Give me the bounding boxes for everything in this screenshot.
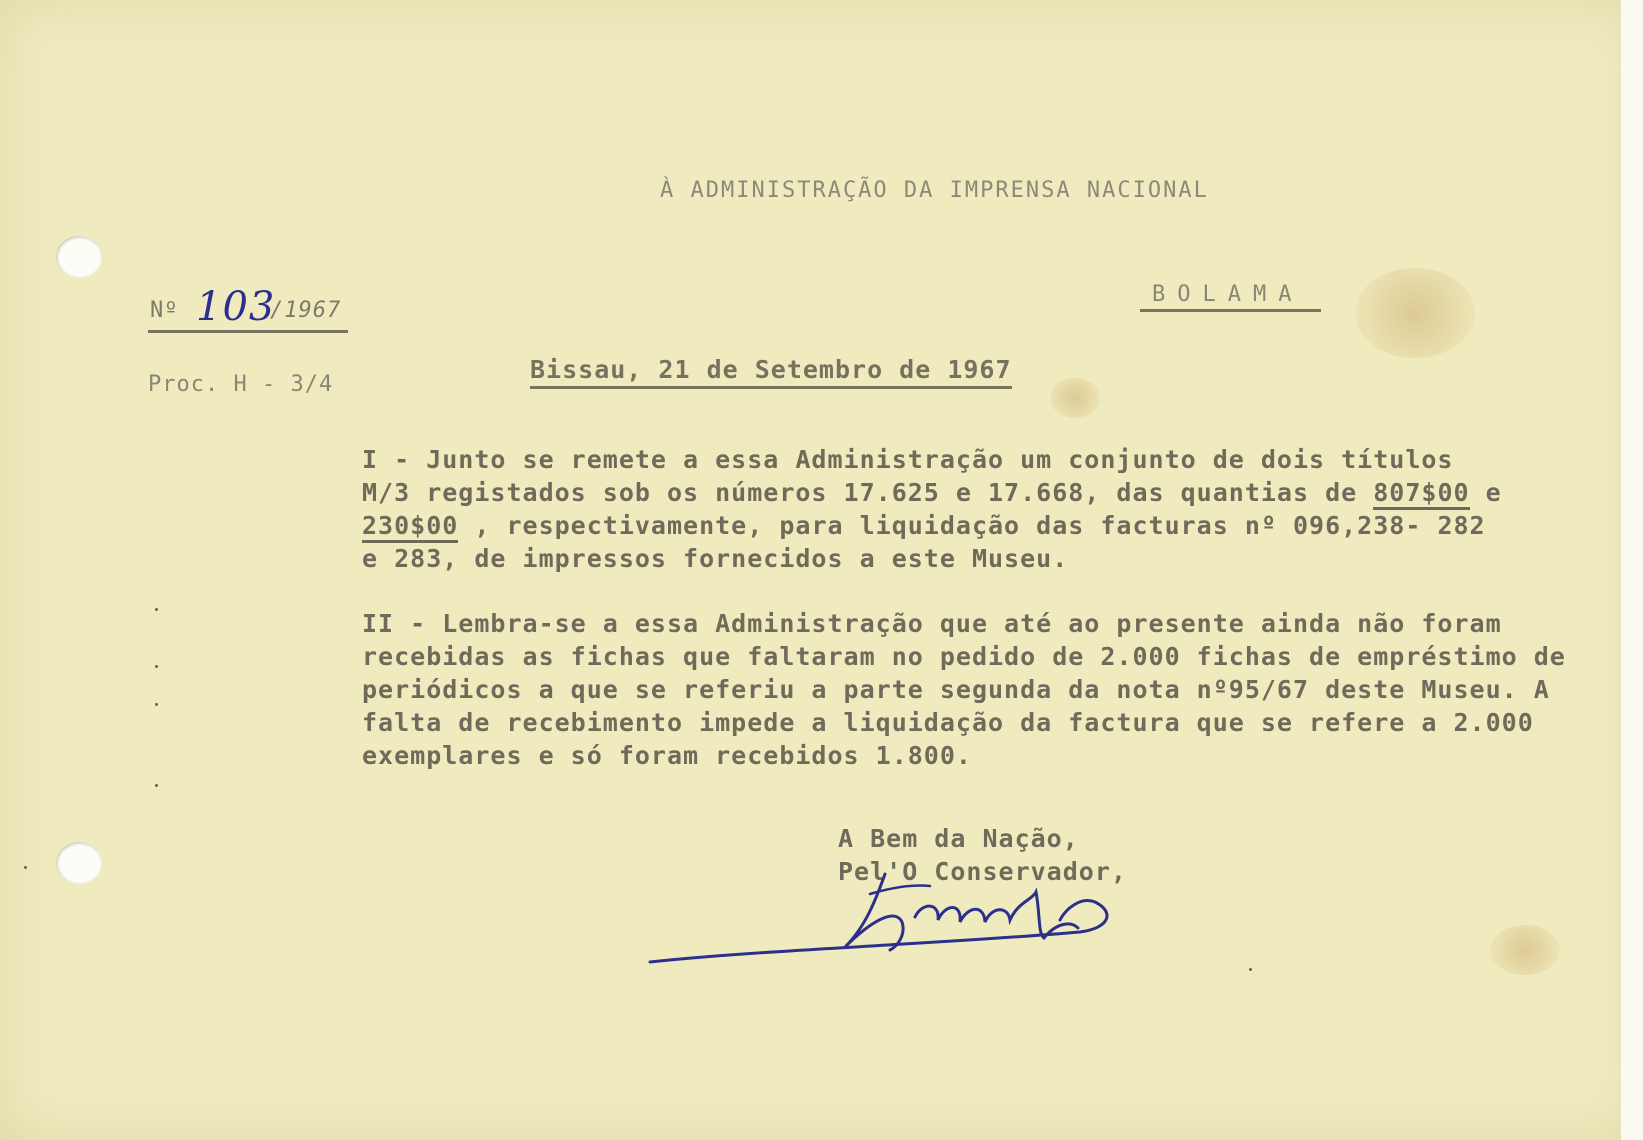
paper-speck xyxy=(155,665,158,668)
paragraph-two-line: exemplares e só foram recebidos 1.800. xyxy=(362,741,972,770)
paragraph-two-line: falta de recebimento impede a liquidação da factura que se refere a 2.000 xyxy=(362,708,1534,737)
paper-stain xyxy=(1355,268,1475,358)
paper-speck xyxy=(155,784,158,787)
punch-hole-bottom xyxy=(56,842,102,884)
punch-hole-top xyxy=(56,236,102,278)
addressee-line: À ADMINISTRAÇÃO DA IMPRENSA NACIONAL xyxy=(660,178,1209,203)
paragraph-one xyxy=(362,443,1502,575)
paper-speck xyxy=(155,703,158,706)
closing-signatory-title: Pel'O Conservador, xyxy=(838,857,1127,886)
scan-edge xyxy=(1621,0,1643,1140)
paragraph-one-line: I - Junto se remete a essa Administração um conjunto de dois títulos xyxy=(362,445,1454,474)
addressee-city: BOLAMA xyxy=(1140,282,1321,312)
paragraph-two-line: recebidas as fichas que faltaram no pedido de 2.000 fichas de empréstimo de xyxy=(362,642,1566,671)
paper-stain xyxy=(1050,378,1100,418)
paragraph-two xyxy=(362,607,1566,772)
place-and-date: Bissau, 21 de Setembro de 1967 xyxy=(530,355,1012,389)
reference-prefix: Nº xyxy=(150,298,179,323)
handwritten-reference-number: 103 xyxy=(196,284,276,330)
paper-speck xyxy=(155,608,158,611)
process-number: Proc. H - 3/4 xyxy=(148,372,334,397)
paragraph-one-line: e xyxy=(1469,478,1502,507)
paragraph-two-line: periódicos a que se referiu a parte segunda da nota nº95/67 deste Museu. A xyxy=(362,675,1550,704)
paragraph-one-line: e 283, de impressos fornecidos a este Museu. xyxy=(362,544,1069,573)
paper-stain xyxy=(1490,925,1560,975)
paper-speck xyxy=(1249,968,1252,971)
reference-number xyxy=(148,284,348,333)
paragraph-one-line: , respectivamente, para liquidação das facturas nº 096,238- 282 xyxy=(458,511,1486,540)
reference-year: /1967 xyxy=(270,298,342,323)
handwritten-signature xyxy=(640,862,1120,982)
paper-speck xyxy=(24,866,27,869)
closing-salutation: A Bem da Nação, xyxy=(838,824,1079,853)
paragraph-two-line: II - Lembra-se a essa Administração que até ao presente ainda não foram xyxy=(362,609,1502,638)
paragraph-one-line: M/3 registados sob os números 17.625 e 17.668, das quantias de xyxy=(362,478,1374,507)
amount-two: 230$00 xyxy=(362,511,458,543)
amount-one: 807$00 xyxy=(1373,478,1469,510)
